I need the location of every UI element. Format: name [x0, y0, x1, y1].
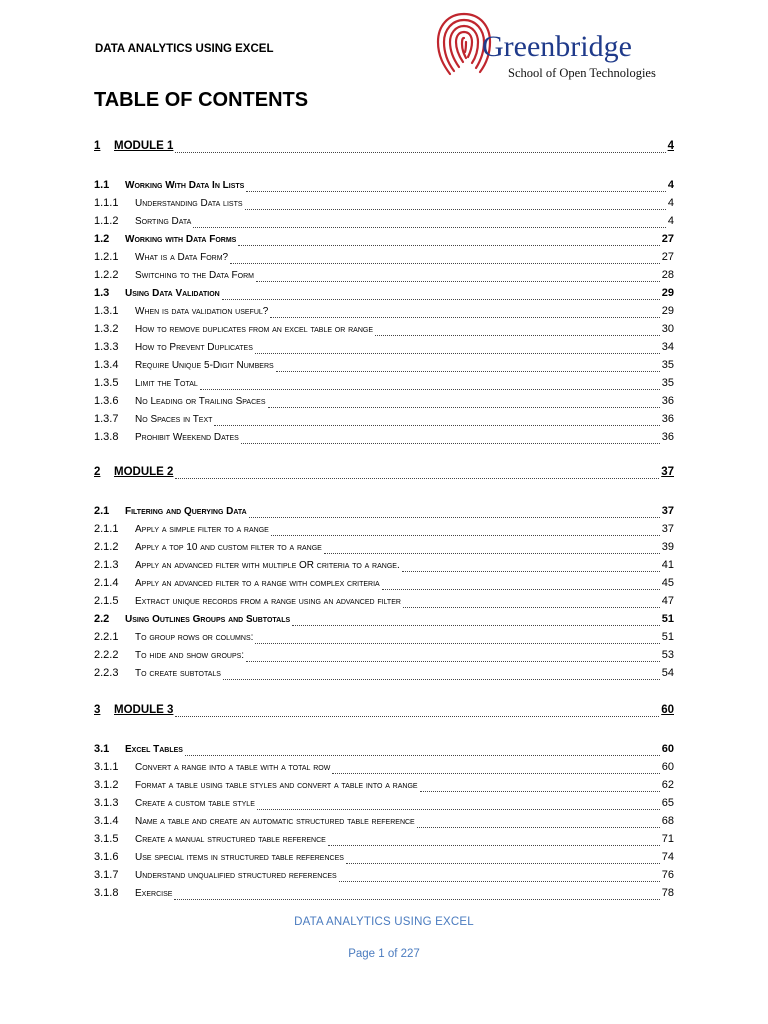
- toc-entry[interactable]: [94, 320, 674, 338]
- toc-leader-dots: [245, 199, 666, 210]
- toc-entry-page: 68: [661, 815, 674, 827]
- toc-entry-title: How to Prevent Duplicates: [135, 342, 253, 353]
- toc-entry-page: 29: [661, 305, 674, 317]
- toc-entry-title: When is data validation useful?: [135, 306, 269, 317]
- toc-entry-title: Name a table and create an automatic structured table reference: [135, 816, 415, 827]
- toc-leader-dots: [375, 325, 660, 336]
- toc-entry-title: Sorting Data: [135, 216, 192, 227]
- toc-leader-dots: [256, 271, 660, 282]
- toc-entry-number: 3.1.3: [94, 797, 119, 809]
- toc-entry-page: 76: [661, 869, 674, 881]
- toc-entry-title: Apply a simple filter to a range: [135, 524, 269, 535]
- toc-entry-title: Filtering and Querying Data: [125, 506, 247, 517]
- toc-entry-number: 2: [94, 466, 101, 478]
- toc-entry-title: Limit the Total: [135, 378, 198, 389]
- toc-entry-number: 2.2.2: [94, 649, 119, 661]
- toc-entry[interactable]: [94, 664, 674, 682]
- toc-entry[interactable]: [94, 137, 674, 155]
- toc-entry-number: 3.1.4: [94, 815, 119, 827]
- toc-leader-dots: [249, 507, 660, 518]
- toc-entry[interactable]: [94, 556, 674, 574]
- toc-leader-dots: [255, 633, 659, 644]
- toc-entry-number: 1: [94, 140, 101, 152]
- toc-entry-number: 3.1.2: [94, 779, 119, 791]
- toc-entry-number: 1.1.1: [94, 197, 119, 209]
- toc-leader-dots: [193, 217, 666, 228]
- toc-entry-number: 1.3.8: [94, 431, 119, 443]
- toc-leader-dots: [255, 343, 660, 354]
- toc-entry-title: Apply a top 10 and custom filter to a range: [135, 542, 322, 553]
- toc-entry-page: 35: [661, 359, 674, 371]
- toc-entry-title: Working With Data In Lists: [125, 180, 245, 191]
- toc-entry-number: 2.1.5: [94, 595, 119, 607]
- toc-entry[interactable]: [94, 538, 674, 556]
- toc-leader-dots: [346, 853, 660, 864]
- toc-entry-title: Format a table using table styles and convert a table into a range: [135, 780, 418, 791]
- toc-entry-title: Extract unique records from a range using an advanced filter: [135, 596, 401, 607]
- toc-entry-number: 1.3: [94, 287, 110, 299]
- toc-entry-number: 1.3.6: [94, 395, 119, 407]
- toc-entry-page: 60: [661, 743, 674, 755]
- toc-entry-page: 30: [661, 323, 674, 335]
- toc-entry-page: 28: [661, 269, 674, 281]
- toc-leader-dots: [271, 525, 660, 536]
- toc-leader-dots: [403, 597, 660, 608]
- toc-entry-number: 2.2.3: [94, 667, 119, 679]
- toc-entry-page: 45: [661, 577, 674, 589]
- toc-entry-page: 53: [661, 649, 674, 661]
- toc-entry-page: 37: [661, 466, 674, 478]
- toc-entry-title: No Leading or Trailing Spaces: [135, 396, 266, 407]
- toc-entry-number: 2.1.4: [94, 577, 119, 589]
- toc-entry[interactable]: [94, 176, 674, 194]
- footer-page-number: Page 1 of 227: [348, 948, 420, 960]
- toc-entry-title: Exercise: [135, 888, 173, 899]
- toc-entry[interactable]: [94, 520, 674, 538]
- toc-entry-page: 51: [661, 613, 674, 625]
- toc-entry[interactable]: [94, 266, 674, 284]
- toc-leader-dots: [200, 379, 660, 390]
- toc-entry-title: MODULE 1: [114, 140, 174, 152]
- toc-leader-dots: [332, 763, 659, 774]
- toc-entry-page: 36: [661, 395, 674, 407]
- toc-entry-page: 74: [661, 851, 674, 863]
- page-title: TABLE OF CONTENTS: [94, 89, 309, 111]
- toc-entry-title: Working with Data Forms: [125, 234, 237, 245]
- toc-leader-dots: [185, 745, 660, 756]
- toc-leader-dots: [339, 871, 660, 882]
- toc-entry-number: 1.3.2: [94, 323, 119, 335]
- logo-tagline: School of Open Technologies: [508, 66, 656, 80]
- toc-entry-number: 2.2.1: [94, 631, 119, 643]
- toc-entry[interactable]: [94, 284, 674, 302]
- toc-entry-title: To hide and show groups:: [135, 650, 245, 661]
- toc-entry-page: 27: [661, 251, 674, 263]
- toc-leader-dots: [268, 397, 660, 408]
- toc-entry-number: 3.1.1: [94, 761, 119, 773]
- toc-leader-dots: [246, 181, 666, 192]
- toc-entry-number: 2.2: [94, 613, 110, 625]
- toc-leader-dots: [276, 361, 660, 372]
- toc-leader-dots: [420, 781, 660, 792]
- toc-entry[interactable]: [94, 212, 674, 230]
- toc-leader-dots: [175, 706, 659, 717]
- toc-entry[interactable]: [94, 338, 674, 356]
- toc-entry[interactable]: [94, 428, 674, 446]
- toc-entry-title: Create a custom table style: [135, 798, 255, 809]
- toc-entry[interactable]: [94, 740, 674, 758]
- toc-entry-number: 1.2.2: [94, 269, 119, 281]
- toc-entry-title: Switching to the Data Form: [135, 270, 254, 281]
- toc-entry[interactable]: [94, 463, 674, 481]
- toc-entry-title: Using Outlines Groups and Subtotals: [125, 614, 291, 625]
- header-document-title: DATA ANALYTICS USING EXCEL: [95, 43, 274, 55]
- toc-entry[interactable]: [94, 884, 674, 902]
- toc-entry-page: 71: [661, 833, 674, 845]
- toc-leader-dots: [382, 579, 660, 590]
- toc-entry-page: 39: [661, 541, 674, 553]
- toc-entry-page: 78: [661, 887, 674, 899]
- toc-entry-page: 4: [667, 197, 674, 209]
- toc-leader-dots: [214, 415, 659, 426]
- toc-leader-dots: [238, 235, 659, 246]
- toc-entry-page: 37: [661, 505, 674, 517]
- toc-leader-dots: [222, 289, 660, 300]
- toc-entry-page: 27: [661, 233, 674, 245]
- toc-entry-title: Understand unqualified structured references: [135, 870, 337, 881]
- toc-entry-title: MODULE 2: [114, 466, 174, 478]
- toc-entry-page: 60: [661, 704, 674, 716]
- toc-entry[interactable]: [94, 502, 674, 520]
- toc-leader-dots: [223, 669, 660, 680]
- toc-entry[interactable]: [94, 410, 674, 428]
- toc-entry[interactable]: [94, 866, 674, 884]
- toc-entry-number: 3: [94, 704, 101, 716]
- toc-leader-dots: [328, 835, 660, 846]
- toc-entry[interactable]: [94, 574, 674, 592]
- toc-entry[interactable]: [94, 830, 674, 848]
- toc-leader-dots: [257, 799, 660, 810]
- toc-entry-number: 1.3.3: [94, 341, 119, 353]
- toc-entry[interactable]: [94, 812, 674, 830]
- toc-leader-dots: [402, 561, 660, 572]
- toc-entry-page: 37: [661, 523, 674, 535]
- toc-entry-title: What is a Data Form?: [135, 252, 229, 263]
- toc-entry[interactable]: [94, 610, 674, 628]
- toc-entry-number: 1.1.2: [94, 215, 119, 227]
- toc-entry-title: Convert a range into a table with a total row: [135, 762, 331, 773]
- toc-entry-number: 2.1.3: [94, 559, 119, 571]
- toc-entry-number: 1.3.5: [94, 377, 119, 389]
- toc-leader-dots: [292, 615, 660, 626]
- toc-entry-page: 51: [661, 631, 674, 643]
- toc-entry-page: 62: [661, 779, 674, 791]
- toc-entry-title: Understanding Data lists: [135, 198, 243, 209]
- toc-entry-number: 1.3.4: [94, 359, 119, 371]
- toc-entry-title: Require Unique 5-Digit Numbers: [135, 360, 274, 371]
- toc-entry[interactable]: [94, 646, 674, 664]
- toc-entry-page: 47: [661, 595, 674, 607]
- toc-leader-dots: [175, 468, 659, 479]
- toc-entry-number: 1.3.7: [94, 413, 119, 425]
- toc-entry-title: Prohibit Weekend Dates: [135, 432, 239, 443]
- toc-entry-page: 34: [661, 341, 674, 353]
- toc-entry-page: 65: [661, 797, 674, 809]
- toc-entry[interactable]: [94, 758, 674, 776]
- toc-entry-page: 35: [661, 377, 674, 389]
- toc-entry-page: 60: [661, 761, 674, 773]
- toc-entry-page: 4: [667, 140, 674, 152]
- toc-entry[interactable]: [94, 356, 674, 374]
- toc-entry-number: 1.3.1: [94, 305, 119, 317]
- toc-entry-number: 3.1.7: [94, 869, 119, 881]
- toc-entry-title: To create subtotals: [135, 668, 221, 679]
- logo-name: Greenbridge: [482, 30, 632, 63]
- toc-entry-title: How to remove duplicates from an excel table or range: [135, 324, 373, 335]
- toc-entry-title: Excel Tables: [125, 744, 183, 755]
- toc-entry-page: 41: [661, 559, 674, 571]
- toc-entry[interactable]: [94, 392, 674, 410]
- toc-leader-dots: [270, 307, 659, 318]
- toc-entry-number: 2.1: [94, 505, 110, 517]
- toc-entry[interactable]: [94, 374, 674, 392]
- toc-entry[interactable]: [94, 302, 674, 320]
- toc-entry-number: 2.1.1: [94, 523, 119, 535]
- toc-leader-dots: [174, 889, 659, 900]
- toc-entry-title: Use special items in structured table references: [135, 852, 344, 863]
- toc-entry[interactable]: [94, 592, 674, 610]
- toc-entry-page: 54: [661, 667, 674, 679]
- toc-entry-number: 1.1: [94, 179, 110, 191]
- toc-entry-number: 1.2: [94, 233, 110, 245]
- toc-entry-title: To group rows or columns:: [135, 632, 254, 643]
- toc-entry-number: 3.1.6: [94, 851, 119, 863]
- toc-leader-dots: [417, 817, 660, 828]
- toc-entry-number: 1.2.1: [94, 251, 119, 263]
- toc-entry[interactable]: [94, 701, 674, 719]
- toc-entry[interactable]: [94, 794, 674, 812]
- toc-entry-number: 3.1.8: [94, 887, 119, 899]
- toc-entry[interactable]: [94, 848, 674, 866]
- toc-entry[interactable]: [94, 628, 674, 646]
- toc-entry-number: 3.1.5: [94, 833, 119, 845]
- toc-entry-page: 36: [661, 431, 674, 443]
- toc-entry-title: Create a manual structured table reference: [135, 834, 326, 845]
- toc-entry-title: Apply an advanced filter to a range with complex criteria: [135, 578, 380, 589]
- toc-entry-title: Using Data Validation: [125, 288, 220, 299]
- toc-entry-title: Apply an advanced filter with multiple OR criteria to a range.: [135, 560, 400, 571]
- toc-leader-dots: [230, 253, 660, 264]
- footer-document-title: DATA ANALYTICS USING EXCEL: [294, 916, 474, 928]
- toc-entry-title: No Spaces in Text: [135, 414, 213, 425]
- toc-leader-dots: [324, 543, 660, 554]
- toc-entry[interactable]: [94, 230, 674, 248]
- toc-entry[interactable]: [94, 248, 674, 266]
- toc-entry-number: 3.1: [94, 743, 110, 755]
- toc-entry-page: 4: [667, 215, 674, 227]
- toc-leader-dots: [246, 651, 660, 662]
- toc-entry[interactable]: [94, 194, 674, 212]
- toc-entry-page: 4: [667, 179, 674, 191]
- toc-entry[interactable]: [94, 776, 674, 794]
- toc-leader-dots: [241, 433, 660, 444]
- toc-entry-title: MODULE 3: [114, 704, 174, 716]
- toc-leader-dots: [175, 142, 665, 153]
- toc-entry-page: 29: [661, 287, 674, 299]
- toc-entry-page: 36: [661, 413, 674, 425]
- toc-entry-number: 2.1.2: [94, 541, 119, 553]
